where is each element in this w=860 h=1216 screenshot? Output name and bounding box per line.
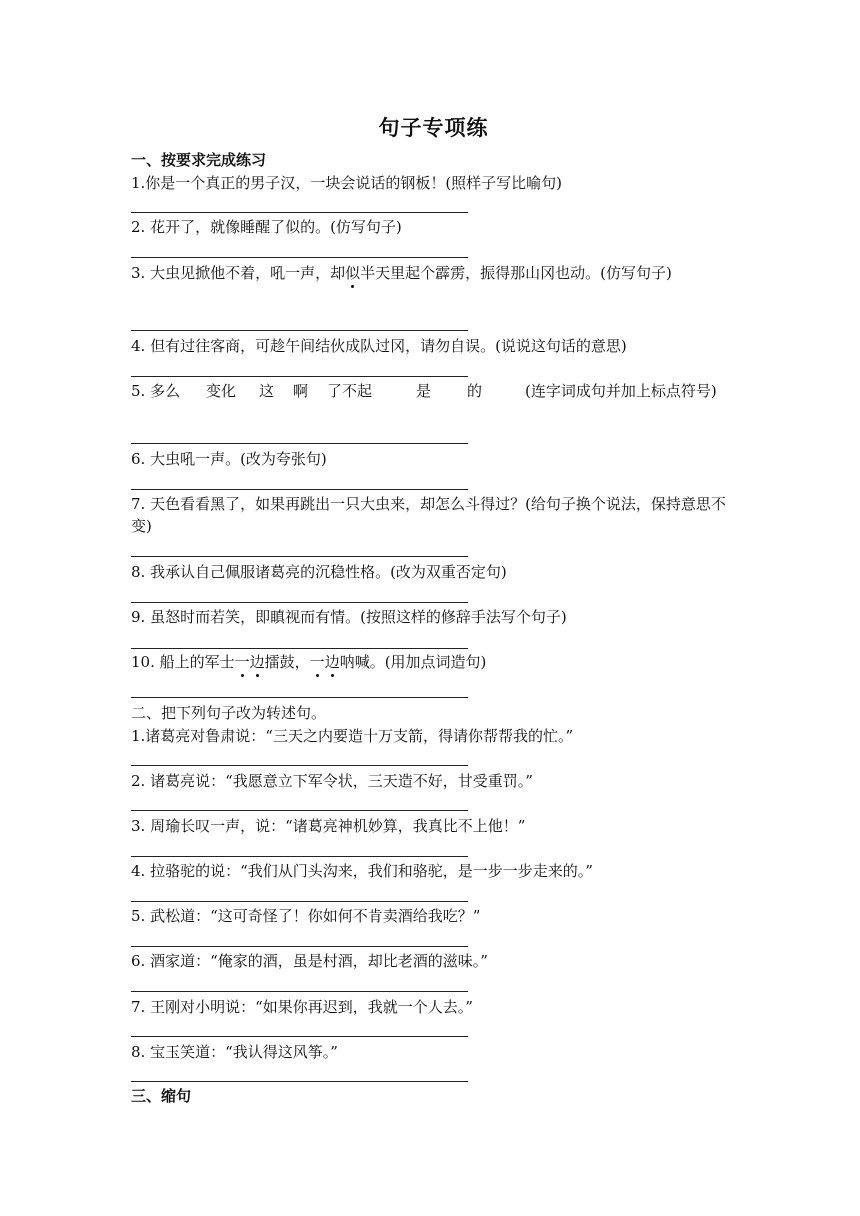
conversion-item-1: 1.诸葛亮对鲁肃说：“三天之内要造十万支箭，得请你帮帮我的忙。” (131, 727, 574, 745)
word-tile: 这 (259, 382, 275, 400)
answer-line[interactable] (131, 602, 468, 603)
answer-line[interactable] (131, 330, 468, 331)
answer-line[interactable] (131, 810, 468, 811)
question-1-4: 4. 但有过往客商，可趁午间结伙成队过冈，请勿自误。(说说这句话的意思) (131, 337, 627, 355)
question-1-1: 1.你是一个真正的男子汉，一块会说话的钢板！(照样子写比喻句) (131, 174, 563, 192)
question-text: 10. 船上的军士 (131, 653, 235, 671)
section-heading-1: 一、按要求完成练习 (131, 151, 267, 169)
dotted-word: 似 (345, 264, 361, 282)
answer-line[interactable] (131, 257, 468, 258)
question-1-6: 6. 大虫吼一声。(改为夸张句) (131, 450, 327, 468)
answer-line[interactable] (131, 556, 468, 557)
conversion-item-3: 3. 周瑜长叹一声，说：“诸葛亮神机妙算，我真比不上他！” (131, 817, 526, 835)
answer-line[interactable] (131, 212, 468, 213)
page-title: 句子专项练 (378, 116, 489, 140)
word-tile: 啊 (293, 382, 309, 400)
answer-line[interactable] (131, 697, 468, 698)
answer-line[interactable] (131, 1036, 468, 1037)
conversion-item-4: 4. 拉骆驼的说：“我们从门头沟来，我们和骆驼，是一步一步走来的。” (131, 862, 593, 880)
word-tile: 了不起 (327, 382, 373, 400)
dotted-word: 边 (249, 653, 265, 671)
question-text: 呐喊。(用加点词造句) (339, 653, 487, 671)
conversion-item-6: 6. 酒家道：“俺家的酒，虽是村酒，却比老酒的滋味。” (131, 952, 488, 970)
question-1-9: 9. 虽怒时而若笑，即瞋视而有情。(按照这样的修辞手法写个句子) (131, 608, 567, 626)
question-instruction: (连字词成句并加上标点符号) (525, 382, 717, 400)
section-heading-3: 三、缩句 (131, 1087, 192, 1105)
conversion-item-8: 8. 宝玉笑道：“我认得这风筝。” (131, 1043, 338, 1061)
answer-line[interactable] (131, 946, 468, 947)
answer-line[interactable] (131, 648, 468, 649)
question-1-8: 8. 我承认自己佩服诸葛亮的沉稳性格。(改为双重否定句) (131, 563, 507, 581)
word-tile: 是 (416, 382, 432, 400)
question-text: 3. 大虫见掀他不着，吼一声，却 (131, 264, 346, 282)
word-tile: 变化 (206, 382, 237, 400)
dotted-word: 边 (324, 653, 340, 671)
word-tile: 的 (467, 382, 483, 400)
answer-line[interactable] (131, 901, 468, 902)
answer-line[interactable] (131, 443, 468, 444)
answer-line[interactable] (131, 856, 468, 857)
question-1-3 (131, 262, 736, 284)
answer-line[interactable] (131, 991, 468, 992)
question-1-10 (131, 651, 736, 673)
section-heading-2: 二、把下列句子改为转述句。 (131, 704, 327, 722)
answer-line[interactable] (131, 1081, 468, 1082)
conversion-item-2: 2. 诸葛亮说：“我愿意立下军令状，三天造不好，甘受重罚。” (131, 772, 533, 790)
conversion-item-5: 5. 武松道：“这可奇怪了！你如何不肯卖酒给我吃？” (131, 907, 481, 925)
answer-line[interactable] (131, 765, 468, 766)
question-1-2: 2. 花开了，就像睡醒了似的。(仿写句子) (131, 218, 402, 236)
answer-line[interactable] (131, 489, 468, 490)
question-text: 半天里起个霹雳，振得那山冈也动。(仿写句子) (360, 264, 672, 282)
dotted-word: 一 (234, 653, 250, 671)
dotted-word: 一 (309, 653, 325, 671)
word-tile: 5. 多么 (131, 382, 181, 400)
conversion-item-7: 7. 王刚对小明说：“如果你再迟到，我就一个人去。” (131, 998, 473, 1016)
question-1-7: 7. 天色看看黑了，如果再跳出一只大虫来，却怎么斗得过？(给句子换个说法，保持意思不变) (131, 495, 726, 535)
question-text: 擂鼓， (264, 653, 310, 671)
answer-line[interactable] (131, 376, 468, 377)
